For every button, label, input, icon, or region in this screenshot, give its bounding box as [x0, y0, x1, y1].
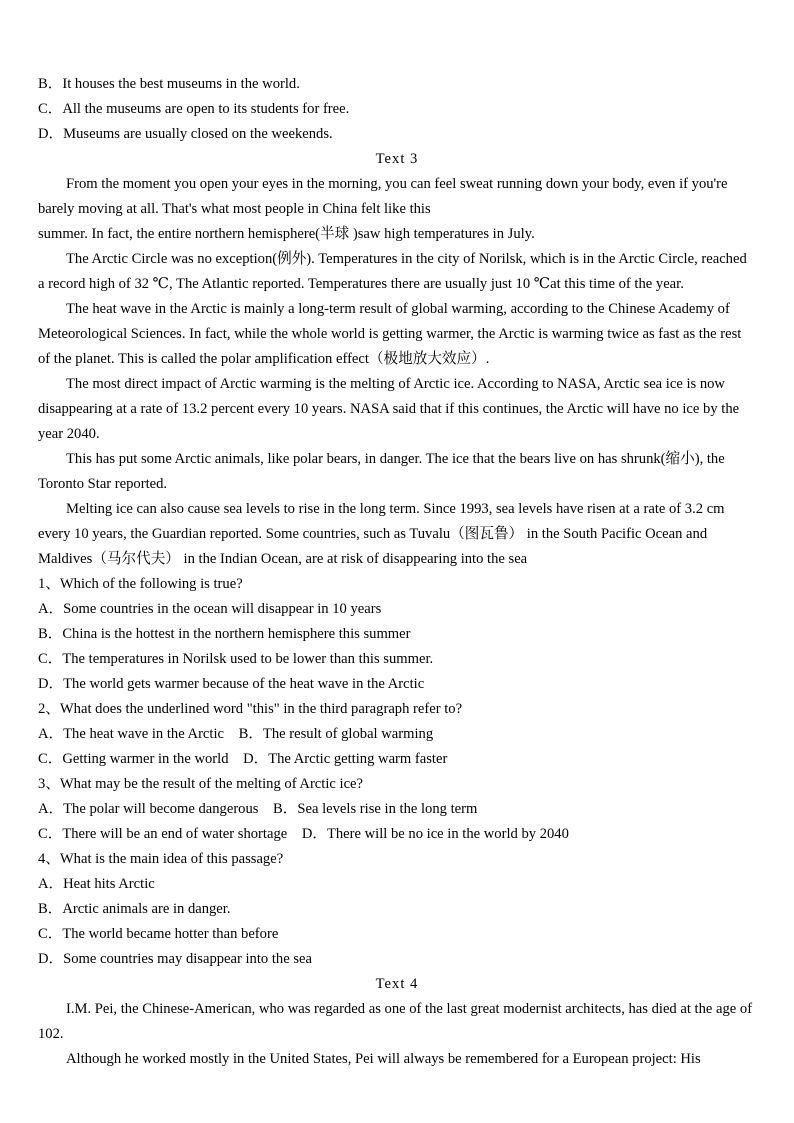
document-body — [38, 72, 756, 1072]
text-line: summer. In fact, the entire northern hemisphere(半球 )saw high temperatures in July. — [38, 226, 535, 242]
text-line: D．Museums are usually closed on the weekends. — [38, 126, 333, 142]
text-line: The Arctic Circle was no exception(例外). Temperatures in the city of Norilsk, which is in the Arctic Circle, reached a record high of 32 ℃, The Atlantic reported. Temperatures there are usually just 10 ℃at this time of the year. — [38, 251, 751, 292]
text-line: The most direct impact of Arctic warming is the melting of Arctic ice. According to NASA, Arctic sea ice is now disappearing at a rate of 13.2 percent every 10 years. NASA said that if this continues, the Arctic will have no ice by the year 2040. — [38, 376, 743, 442]
text-line: From the moment you open your eyes in the morning, you can feel sweat running down your body, even if you're barely moving at all. That's what most people in China felt like this — [38, 176, 732, 217]
text-line: D．Some countries may disappear into the sea — [38, 951, 312, 967]
text-line: B．Arctic animals are in danger. — [38, 901, 231, 917]
text-line: B．It houses the best museums in the world. — [38, 76, 300, 92]
text-line: I.M. Pei, the Chinese-American, who was regarded as one of the last great modernist architects, has died at the age of 102. — [38, 1001, 756, 1042]
text-line: C．There will be an end of water shortage D．There will be no ice in the world by 2040 — [38, 826, 569, 842]
section-heading: Text 3 — [375, 151, 419, 167]
text-line: A．Heat hits Arctic — [38, 876, 155, 892]
text-line: C．The world became hotter than before — [38, 926, 279, 942]
text-line: 2、What does the underlined word "this" in the third paragraph refer to? — [38, 701, 463, 717]
section-heading: Text 4 — [375, 976, 419, 992]
text-line: A．Some countries in the ocean will disappear in 10 years — [38, 601, 382, 617]
text-line: 1、Which of the following is true? — [38, 576, 243, 592]
text-line: Melting ice can also cause sea levels to rise in the long term. Since 1993, sea levels have risen at a rate of 3.2 cm every 10 years, the Guardian reported. Some countries, such as Tuvalu（图瓦鲁） in the South Pacific Ocean and Maldives（马尔代夫） in the Indian Ocean, are at risk of disappearing into the sea — [38, 501, 729, 567]
text-line: B．China is the hottest in the northern hemisphere this summer — [38, 626, 411, 642]
text-line: C．All the museums are open to its students for free. — [38, 101, 350, 117]
text-line: This has put some Arctic animals, like polar bears, in danger. The ice that the bears live on has shrunk(缩小), the Toronto Star reported. — [38, 451, 729, 492]
text-line: 3、What may be the result of the melting of Arctic ice? — [38, 776, 364, 792]
text-line: A．The polar will become dangerous B．Sea levels rise in the long term — [38, 801, 478, 817]
text-line: 4、What is the main idea of this passage? — [38, 851, 284, 867]
text-line: C．Getting warmer in the world D．The Arctic getting warm faster — [38, 751, 448, 767]
text-line: The heat wave in the Arctic is mainly a long-term result of global warming, according to the Chinese Academy of Meteorological Sciences. In fact, while the whole world is getting warmer, the Arctic is warming twice as fast as the rest of the planet. This is called the polar amplification effect（极地放大效应）. — [38, 301, 745, 367]
text-line: D．The world gets warmer because of the heat wave in the Arctic — [38, 676, 425, 692]
text-line: Although he worked mostly in the United States, Pei will always be remembered for a European project: His — [66, 1051, 701, 1067]
text-line: A．The heat wave in the Arctic B．The result of global warming — [38, 726, 434, 742]
text-line: C．The temperatures in Norilsk used to be lower than this summer. — [38, 651, 434, 667]
